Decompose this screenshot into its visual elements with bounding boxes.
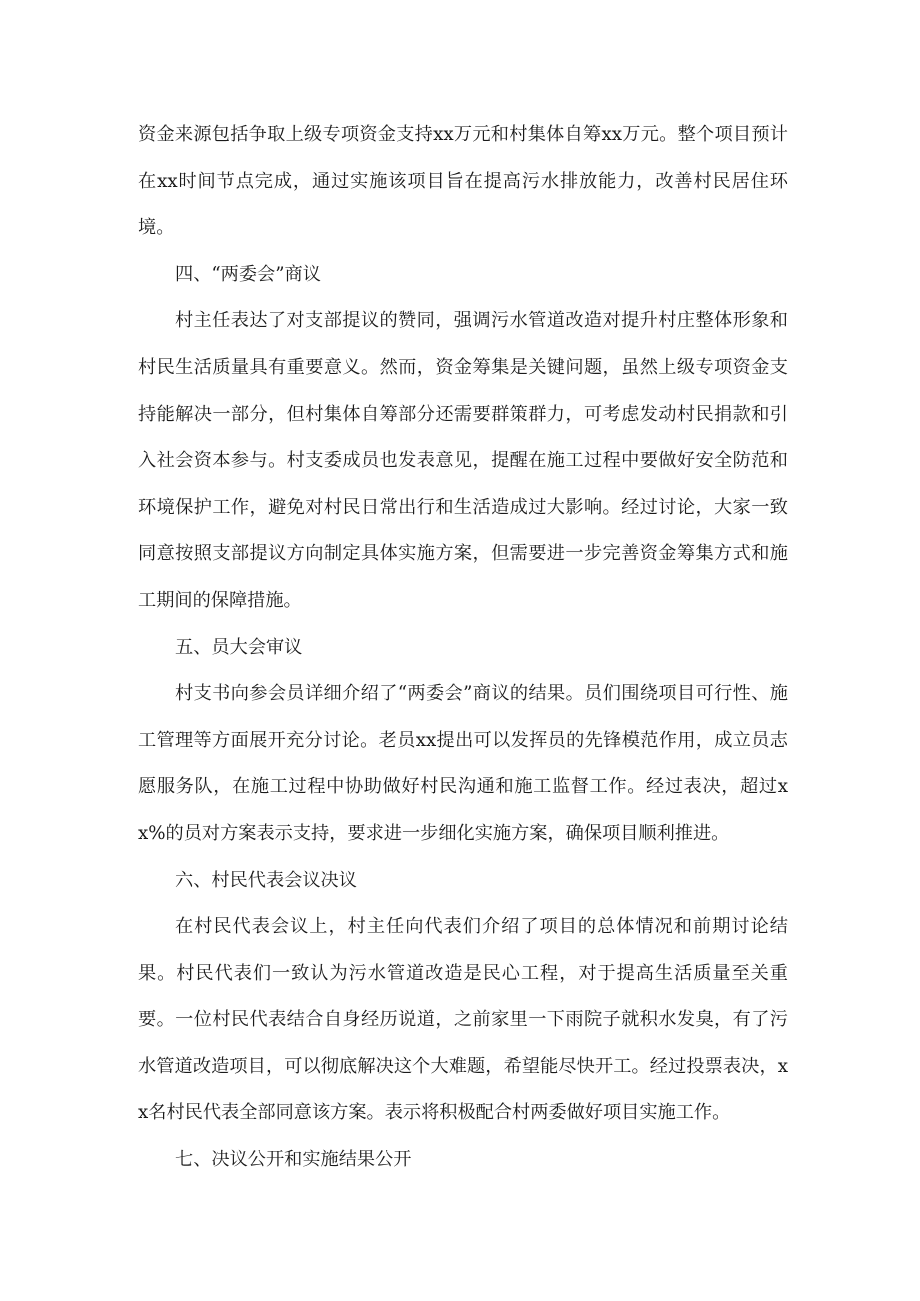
paragraph-two-committees: 村主任表达了对支部提议的赞同，强调污水管道改造对提升村庄整体形象和村民生活质量具有重要意义。然而，资金筹集是关键问题，虽然上级专项资金支持能解决一部分，但村集体自筹部分还需要群策群力，可考虑发动村民捐款和引入社会资本参与。村支委成员也发表意见，提醒在施工过程中要做好安全防范和环境保护工作，避免对村民日常出行和生活造成过大影响。经过讨论，大家一致同意按照支部提议方向制定具体实施方案，但需要进一步完善资金筹集方式和施工期间的保障措施。 [138,310,788,611]
document-page [138,112,788,1184]
section-heading-4: 四、“两委会”商议 [175,263,321,285]
section-heading-7: 七、决议公开和实施结果公开 [175,1149,412,1171]
paragraph-funding: 资金来源包括争取上级专项资金支持xx万元和村集体自筹xx万元。整个项目预计在xx时间节点完成，通过实施该项目旨在提高污水排放能力，改善村民居住环境。 [138,124,788,239]
section-heading-5: 五、员大会审议 [175,636,303,658]
section-heading-6: 六、村民代表会议决议 [175,869,357,891]
paragraph-villager-representatives: 在村民代表会议上，村主任向代表们介绍了项目的总体情况和前期讨论结果。村民代表们一致认为污水管道改造是民心工程，对于提高生活质量至关重要。一位村民代表结合自身经历说道，之前家里一下雨院子就积水发臭，有了污水管道改造项目，可以彻底解决这个大难题，希望能尽快开工。经过投票表决，xx名村民代表全部同意该方案。表示将积极配合村两委做好项目实施工作。 [138,916,788,1124]
paragraph-member-assembly: 村支书向参会员详细介绍了“两委会”商议的结果。员们围绕项目可行性、施工管理等方面展开充分讨论。老员xx提出可以发挥员的先锋模范作用，成立员志愿服务队，在施工过程中协助做好村民沟通和施工监督工作。经过表决，超过xx%的员对方案表示支持，要求进一步细化实施方案，确保项目顺利推进。 [138,683,788,844]
